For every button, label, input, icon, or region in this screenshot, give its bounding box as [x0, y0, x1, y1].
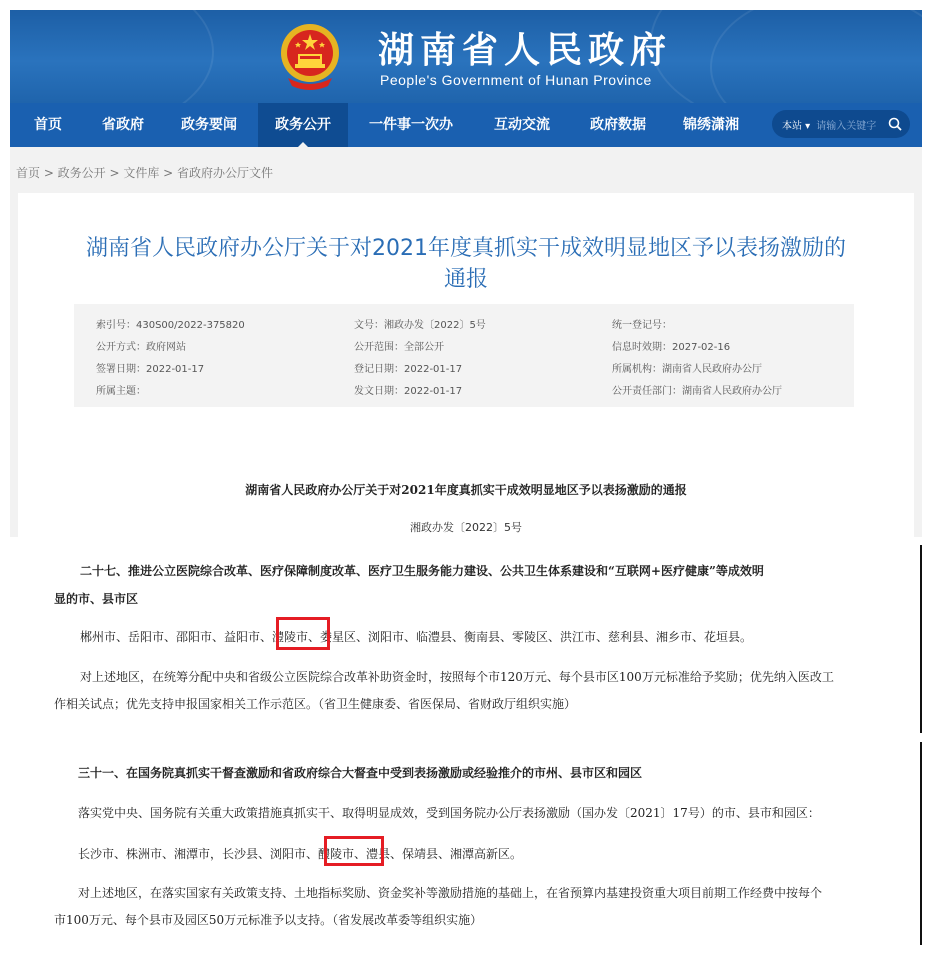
search-icon[interactable] [888, 117, 902, 131]
divider-line [920, 545, 922, 733]
site-title: 湖南省人民政府 [378, 29, 673, 71]
highlighted-city: 澧陵市 [272, 630, 309, 644]
nav-province-government[interactable]: 省政府 [102, 117, 144, 133]
section-27-heading-line2: 显的市、县市区 [54, 592, 139, 606]
section-27-para-line2: 作相关试点；优先支持申报国家相关工作示范区。（省卫生健康委、省医保局、省财政厅组织实施） [54, 697, 577, 711]
red-highlight-box [276, 617, 330, 650]
document-heading: 湖南省人民政府办公厅关于对2021年度真抓实干成效明显地区予以表扬激励的通报 [245, 483, 687, 497]
site-search[interactable] [772, 110, 910, 138]
search-scope-select[interactable]: 本站 ▾ [782, 120, 811, 132]
article-title: 湖南省人民政府办公厅关于对2021年度真抓实干成效明显地区予以表扬激励的 通报 [86, 236, 846, 292]
nav-government-affairs-disclosure[interactable]: 政务公开 [258, 103, 348, 147]
meta-issue-date: 发文日期：2022-01-17 [354, 386, 463, 397]
meta-publish-scope: 公开范围：全部公开 [354, 342, 444, 353]
meta-publish-method: 公开方式：政府网站 [96, 342, 186, 353]
nav-government-data[interactable]: 政府数据 [590, 117, 646, 133]
nav-interaction[interactable]: 互动交流 [494, 117, 550, 133]
meta-valid-until: 信息时效期：2027-02-16 [612, 342, 731, 353]
main-nav [10, 103, 922, 147]
highlighted-city: 醴陵市 [318, 847, 355, 861]
meta-register-date: 登记日期：2022-01-17 [354, 364, 463, 375]
document-number: 湘政办发〔2022〕5号 [410, 521, 522, 534]
nav-government-news[interactable]: 政务要闻 [181, 117, 237, 133]
meta-sign-date: 签署日期：2022-01-17 [96, 364, 205, 375]
red-highlight-box [324, 836, 384, 866]
section-31-intro: 落实党中央、国务院有关重大政策措施真抓实干、取得明显成效，受到国务院办公厅表扬激励（国办发〔2021〕17号）的市、县市和园区： [78, 806, 820, 820]
section-31-para-line2: 市100万元、每个县市及园区50万元标准予以支持。（省发展改革委等组织实施） [54, 913, 483, 927]
site-subtitle: People's Government of Hunan Province [380, 72, 652, 88]
meta-organization: 所属机构：湖南省人民政府办公厅 [612, 364, 762, 375]
section-27-city-list: 郴州市、岳阳市、邵阳市、益阳市、澧陵市、娄星区、浏阳市、临澧县、衡南县、零陵区、洪江市、慈利县、湘乡市、花垣县。 [80, 630, 753, 644]
document-meta-table [74, 304, 854, 407]
section-27-para-line1: 对上述地区，在统筹分配中央和省级公立医院综合改革补助资金时，按照每个市120万元、每个县市区100万元标准给予奖励；优先纳入医改工 [80, 670, 834, 684]
site-banner [10, 10, 922, 103]
section-31-heading: 三十一、在国务院真抓实干督查激励和省政府综合大督查中受到表扬激励或经验推介的市州、县市区和园区 [78, 766, 643, 780]
divider-line [920, 742, 922, 945]
nav-one-thing-once[interactable]: 一件事一次办 [369, 117, 453, 133]
meta-subject: 所属主题： [96, 386, 146, 397]
section-27-heading-line1: 二十七、推进公立医院综合改革、医疗保障制度改革、医疗卫生服务能力建设、公共卫生体系建设和“互联网+医疗健康”等成效明 [80, 564, 764, 578]
section-31-city-list: 长沙市、株洲市、湘潭市，长沙县、浏阳市、醴陵市、澧县、保靖县、湘潭高新区。 [78, 847, 523, 861]
section-31-para-line1: 对上述地区，在落实国家有关政策支持、土地指标奖励、资金奖补等激励措施的基础上，在省预算内基建投资重大项目前期工作经费中按每个 [78, 886, 823, 900]
breadcrumb[interactable]: 首页 > 政务公开 > 文件库 > 省政府办公厅文件 [16, 166, 274, 180]
search-input[interactable]: 请输入关键字 [816, 120, 877, 132]
meta-unified-no: 统一登记号： [612, 320, 672, 331]
website-screenshot [10, 10, 922, 537]
nav-scenic-hunan[interactable]: 锦绣潇湘 [683, 117, 739, 133]
meta-index-no: 索引号：430S00/2022-375820 [96, 320, 245, 331]
article-panel [18, 193, 914, 537]
meta-doc-no: 文号：湘政办发〔2022〕5号 [354, 320, 486, 331]
nav-home[interactable]: 首页 [34, 117, 62, 133]
national-emblem-icon [278, 20, 342, 92]
meta-responsible-dept: 公开责任部门：湖南省人民政府办公厅 [612, 386, 782, 397]
